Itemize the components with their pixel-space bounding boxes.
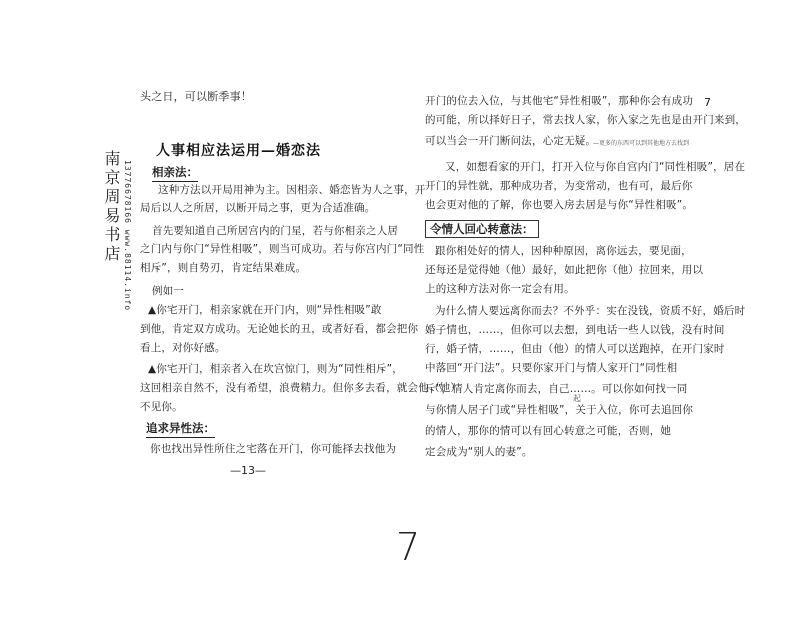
text-line: 的情人，那你的情可以有回心转意之可能，否则，她 (425, 425, 672, 437)
right-page (425, 92, 746, 512)
margin-annotation: 起 (573, 394, 581, 403)
text-line: 这种方法以开局用神为主。因相亲、婚恋皆为人之事，开 (158, 184, 426, 196)
text-line: 中落回“开门法”。只要你家开门与情人家开门“同性相 (425, 362, 678, 374)
bottom-page-number: 7 (396, 525, 421, 569)
text-line: 可以当会一开门断问法，心定无疑。 (425, 135, 597, 147)
text-line: 定会成为“别人的妻”。 (425, 446, 533, 458)
text-line: 这回相亲自然不，没有希望，浪费精力。但你多去看，就会他（她） (140, 382, 461, 394)
text-line: 首先要知道自己所居宫内的门星，若与你相亲之人居 (152, 225, 399, 237)
text-line: 的可能，所以择好日子，常去找人家，你入家之先也是由开门来到， (425, 114, 746, 126)
text-line: 为什么情人要远离你而去？不外乎：实在没钱，资质不好，婚后时 (435, 305, 746, 317)
text-line: 开门的位去入位，与其他宅“异性相吸”，那种你会有成功 (425, 95, 694, 107)
right-page-number: 7 (704, 96, 711, 109)
text-line: 跟你相处好的情人，因种种原因，离你远去，要见面， (435, 245, 692, 257)
text-line: 还每还是觉得她（他）最好，如此把你（他）拉回来，用以 (425, 264, 704, 276)
left-page-footer: —13— (230, 464, 266, 477)
left-title: 人事相应法运用—婚恋法 (156, 143, 321, 159)
text-line: 上的这种方法对你一定会有用。 (425, 283, 575, 295)
margin-annotation: —更多的东西可以到其他地方去找到 (593, 140, 690, 147)
shop-name-vertical: 南京周易书店 (102, 150, 121, 264)
text-line: 你也找出异性所住之宅落在开门，你可能择去找他为 (150, 443, 397, 455)
text-line: 例如一 (152, 285, 185, 297)
left-page (140, 88, 461, 488)
text-line: ▲你宅开门，相亲者入在坎宫惊门，则为“同性相斥”， (148, 363, 403, 375)
text-line: 看上，对你好感。 (140, 342, 226, 354)
text-line: 斥”，情人肯定离你而去，自己……。可以你如何找一同 (425, 383, 688, 395)
text-line: 行，婚子情，……，但由（他）的情人可以送跑掉，在开门家时 (425, 343, 725, 355)
text-line: 局后以人之所居，以断开局之事，更为合适准确。 (140, 202, 376, 214)
text-line: 开门的异性就，那种成功者，为变常动，也有可，最后你 (425, 180, 693, 192)
text-line: 与你情人居子门或“异性相吸”，关于入位，你可去追回你 (425, 404, 694, 416)
section-heading-pursuit: 追求异性法： (146, 420, 215, 438)
text-line: 到他，肯定双方成功。无论她长的丑，或者好看，都会把你 (140, 323, 419, 335)
text-line: 相斥”，则自势刃，肯定结果难成。 (140, 262, 307, 274)
text-line: 又，如想看家的开门，打开入位与你自宫内门“同性相吸”，居在 (445, 161, 746, 173)
text-line: 之门内与你门“异性相吸”，则当可成功。若与你宫内门“同性 (140, 243, 425, 255)
text-line: ▲你宅开门，相亲家就在开门内，则“异性相吸”敢 (148, 304, 382, 316)
text-line: 也会更对他的了解，你也要入房去居是与你“异性相吸”。 (425, 199, 694, 211)
section-heading-matchmaking: 相亲法： (152, 164, 198, 182)
section-heading-reconcile: 令情人回心转意法： (425, 220, 539, 238)
shop-phone-vertical: 13776678166 www.88114.info (123, 160, 132, 312)
text-line: 不见你。 (140, 401, 183, 413)
text-line: 婚子情也，……，但你可以去想，到电话一些人以钱，没有时间 (425, 324, 725, 336)
left-header-line: 头之日，可以断季事！ (140, 90, 252, 103)
